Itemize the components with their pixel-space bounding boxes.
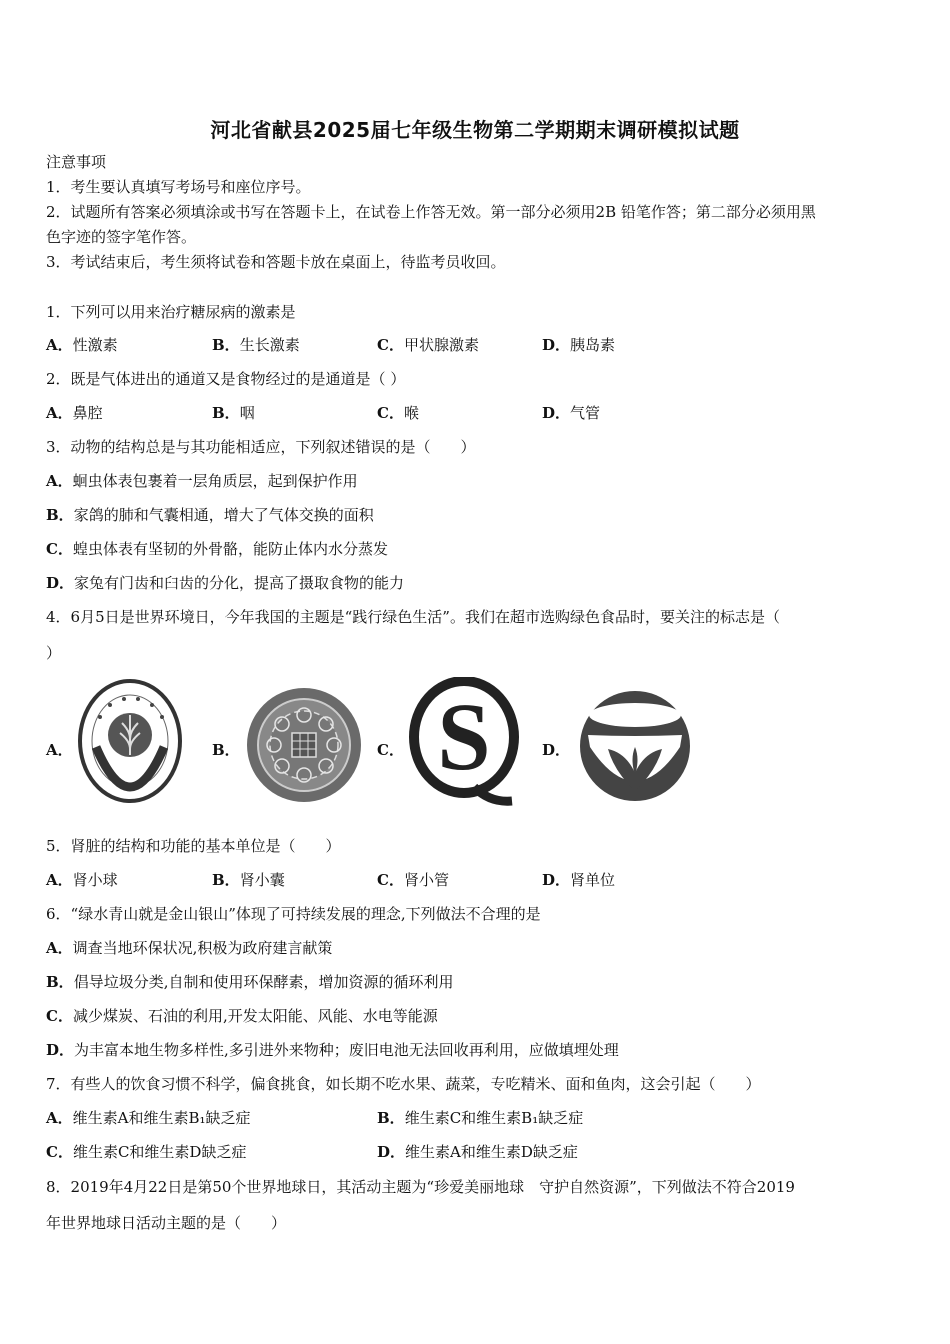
option-key: B． [212,871,240,889]
question-5-stem: 5．肾脏的结构和功能的基本单位是（ ） [46,837,341,855]
option-text: 肾小球 [72,871,118,889]
question-1-stem: 1．下列可以用来治疗糖尿病的激素是 [46,303,296,321]
letter-s-q-logo-icon [408,677,520,807]
option-key: C． [377,871,404,889]
notice-item: 3．考试结束后，考生须将试卷和答题卡放在桌面上，待监考员收回。 [46,253,506,271]
q3-option-a [46,471,358,491]
q1-option-b [212,335,300,355]
option-text: 蝗虫体表有坚韧的外骨骼，能防止体内水分蒸发 [72,540,388,558]
option-key: A． [46,336,73,354]
option-key: C． [46,1007,73,1025]
option-text: 倡导垃圾分类,自制和使用环保酵素，增加资源的循环利用 [73,973,454,991]
q5-option-b [212,870,285,890]
option-text: 调查当地环保状况,积极为政府建言献策 [72,939,333,957]
q4-option-c-key: C． [377,741,404,759]
option-text: 维生素A和维生素B₁缺乏症 [72,1109,251,1127]
q6-option-a [46,938,332,958]
option-text: 气管 [570,404,601,422]
option-text: 性激素 [72,336,118,354]
notice-item: 2．试题所有答案必须填涂或书写在答题卡上，在试卷上作答无效。第一部分必须用2B 铅笔作答；第二部分必须用黑 [46,203,816,221]
q7-option-b [377,1108,583,1128]
question-4-stem: 4．6月5日是世界环境日，今年我国的主题是“践行绿色生活”。我们在超市选购绿色食品时，要关注的标志是（ [46,608,780,626]
option-text: 维生素C和维生素D缺乏症 [72,1143,247,1161]
option-text: 肾小管 [403,871,449,889]
q4-option-d-key: D． [542,741,571,759]
option-key: B． [212,404,240,422]
option-key: A． [46,404,73,422]
option-text: 维生素A和维生素D缺乏症 [405,1143,578,1161]
option-key: B． [46,973,74,991]
q1-option-a [46,335,118,355]
notice-item: 色字迹的签字笔作答。 [46,228,197,246]
option-key: D． [46,1041,75,1059]
q2-option-d [542,403,600,423]
option-key: A． [46,871,73,889]
option-text: 家鸽的肺和气囊相通，增大了气体交换的面积 [73,506,374,524]
notice-item: 1．考生要认真填写考场号和座位序号。 [46,178,311,196]
q3-option-c [46,539,388,559]
circular-seal-logo-icon [244,683,364,807]
q7-option-d [377,1142,578,1162]
option-text: 胰岛素 [570,336,616,354]
option-text: 肾单位 [570,871,616,889]
option-key: D． [542,871,571,889]
option-text: 咽 [239,404,255,422]
option-key: B． [377,1109,405,1127]
option-text: 鼻腔 [72,404,103,422]
option-key: C． [46,540,73,558]
option-key: C． [46,1143,73,1161]
q6-option-b [46,972,453,992]
option-key: A． [46,939,73,957]
green-food-logo-icon [76,677,184,805]
q6-option-d [46,1040,619,1060]
q7-option-c [46,1142,246,1162]
q2-option-a [46,403,103,423]
q5-option-a [46,870,118,890]
option-text: 减少煤炭、石油的利用,开发太阳能、风能、水电等能源 [72,1007,438,1025]
page-title: 河北省献县2025届七年级生物第二学期期末调研模拟试题 [210,118,740,142]
notice-heading: 注意事项 [46,153,107,171]
q5-option-c [377,870,449,890]
q2-option-b [212,403,255,423]
q1-option-c [377,335,479,355]
question-3-stem: 3．动物的结构总是与其功能相适应，下列叙述错误的是（ ） [46,438,476,456]
option-text: 家兔有门齿和臼齿的分化，提高了摄取食物的能力 [74,574,405,592]
option-key: A． [46,1109,73,1127]
question-2-stem: 2．既是气体进出的通道又是食物经过的是通道是（ ） [46,370,406,388]
option-key: C． [377,336,404,354]
question-7-stem: 7．有些人的饮食习惯不科学，偏食挑食，如长期不吃水果、蔬菜，专吃精米、面和鱼肉，这会引起（ ） [46,1075,761,1093]
option-key: D． [542,404,571,422]
option-text: 甲状腺激素 [403,336,479,354]
q4-option-a-key: A． [46,741,73,759]
option-text: 维生素C和维生素B₁缺乏症 [404,1109,584,1127]
option-text: 为丰富本地生物多样性,多引进外来物种；废旧电池无法回收再利用，应做填埋处理 [74,1041,619,1059]
question-4-stem-cont: ） [46,644,62,662]
option-key: B． [46,506,74,524]
option-text: 肾小囊 [239,871,285,889]
question-8-stem-cont: 年世界地球日活动主题的是（ ） [46,1214,287,1232]
question-6-stem: 6．“绿水青山就是金山银山”体现了可持续发展的理念,下列做法不合理的是 [46,905,541,923]
option-key: D． [377,1143,406,1161]
q7-option-a [46,1108,251,1128]
option-key: B． [212,336,240,354]
question-8-stem: 8．2019年4月22日是第50个世界地球日，其活动主题为“珍爱美丽地球 守护自然资源”，下列做法不符合2019 [46,1178,795,1196]
q5-option-d [542,870,615,890]
q1-option-d [542,335,615,355]
q3-option-b [46,505,374,525]
option-key: C． [377,404,404,422]
option-key: A． [46,472,73,490]
sprout-circle-logo-icon [576,685,694,807]
q4-option-b-key: B． [212,741,240,759]
option-key: D． [542,336,571,354]
option-text: 喉 [403,404,419,422]
option-text: 生长激素 [239,336,300,354]
q2-option-c [377,403,419,423]
q6-option-c [46,1006,438,1026]
q3-option-d [46,573,404,593]
option-key: D． [46,574,75,592]
svg-text:S: S [437,683,491,790]
option-text: 蛔虫体表包裹着一层角质层，起到保护作用 [72,472,358,490]
